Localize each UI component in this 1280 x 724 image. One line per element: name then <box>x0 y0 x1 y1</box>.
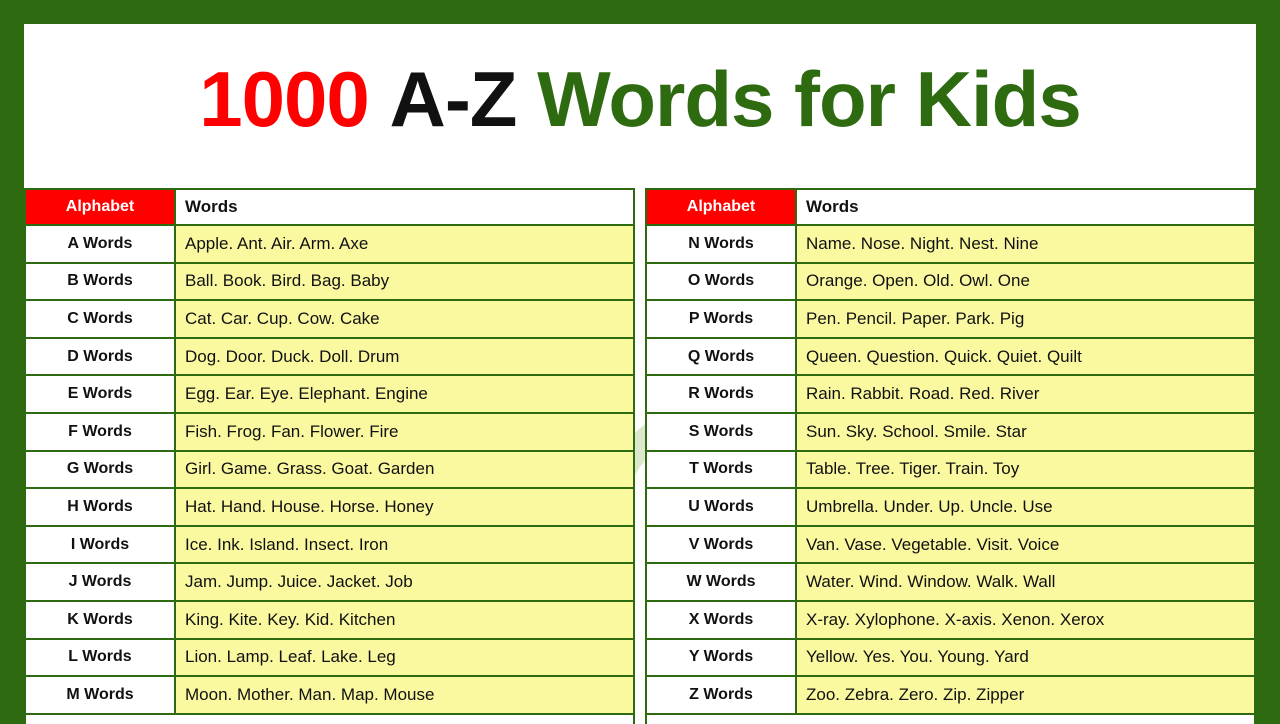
row-words: Yellow. Yes. You. Young. Yard <box>797 640 1254 676</box>
row-alphabet: P Words <box>647 301 797 337</box>
row-alphabet: I Words <box>26 527 176 563</box>
row-words: Girl. Game. Grass. Goat. Garden <box>176 452 633 488</box>
row-words: Moon. Mother. Man. Map. Mouse <box>176 677 633 713</box>
row-words: King. Kite. Key. Kid. Kitchen <box>176 602 633 638</box>
table-row <box>647 339 1254 377</box>
title-az: A-Z <box>389 55 517 143</box>
table-row <box>26 677 633 715</box>
row-words: Apple. Ant. Air. Arm. Axe <box>176 226 633 262</box>
row-words: Hat. Hand. House. Horse. Honey <box>176 489 633 525</box>
title-count: 1000 <box>199 55 369 143</box>
row-alphabet: J Words <box>26 564 176 600</box>
row-words: Pen. Pencil. Paper. Park. Pig <box>797 301 1254 337</box>
row-alphabet: L Words <box>26 640 176 676</box>
table-row <box>26 452 633 490</box>
row-alphabet: O Words <box>647 264 797 300</box>
table-row <box>647 677 1254 715</box>
table-row <box>647 640 1254 678</box>
row-alphabet: A Words <box>26 226 176 262</box>
table-row <box>26 376 633 414</box>
page-title <box>24 24 1256 174</box>
row-alphabet: E Words <box>26 376 176 412</box>
row-words: Rain. Rabbit. Road. Red. River <box>797 376 1254 412</box>
table-row <box>26 226 633 264</box>
table-row <box>26 527 633 565</box>
title-middle <box>369 55 390 143</box>
row-words: Jam. Jump. Juice. Jacket. Job <box>176 564 633 600</box>
table-row <box>26 339 633 377</box>
row-words: Dog. Door. Duck. Doll. Drum <box>176 339 633 375</box>
column-header-alphabet: Alphabet <box>26 190 176 224</box>
table-row <box>26 301 633 339</box>
row-words: Van. Vase. Vegetable. Visit. Voice <box>797 527 1254 563</box>
table-row <box>647 452 1254 490</box>
row-words: Table. Tree. Tiger. Train. Toy <box>797 452 1254 488</box>
table-row <box>647 527 1254 565</box>
row-words: Orange. Open. Old. Owl. One <box>797 264 1254 300</box>
row-words: Name. Nose. Night. Nest. Nine <box>797 226 1254 262</box>
row-words: Fish. Frog. Fan. Flower. Fire <box>176 414 633 450</box>
row-alphabet: D Words <box>26 339 176 375</box>
row-alphabet: H Words <box>26 489 176 525</box>
row-words: Sun. Sky. School. Smile. Star <box>797 414 1254 450</box>
right-table <box>645 188 1256 724</box>
row-alphabet: G Words <box>26 452 176 488</box>
table-row <box>647 602 1254 640</box>
row-alphabet: Y Words <box>647 640 797 676</box>
row-alphabet: K Words <box>26 602 176 638</box>
table-header-row <box>26 188 633 226</box>
row-alphabet: Q Words <box>647 339 797 375</box>
row-words: Umbrella. Under. Up. Uncle. Use <box>797 489 1254 525</box>
row-words: Cat. Car. Cup. Cow. Cake <box>176 301 633 337</box>
table-row <box>647 226 1254 264</box>
row-words: Egg. Ear. Eye. Elephant. Engine <box>176 376 633 412</box>
row-alphabet: F Words <box>26 414 176 450</box>
row-words: Lion. Lamp. Leaf. Lake. Leg <box>176 640 633 676</box>
row-alphabet: B Words <box>26 264 176 300</box>
row-alphabet: C Words <box>26 301 176 337</box>
row-words: X-ray. Xylophone. X-axis. Xenon. Xerox <box>797 602 1254 638</box>
table-row <box>26 489 633 527</box>
table-row <box>26 602 633 640</box>
row-alphabet: M Words <box>26 677 176 713</box>
words-tables <box>24 188 1256 724</box>
row-alphabet: R Words <box>647 376 797 412</box>
row-alphabet: Z Words <box>647 677 797 713</box>
row-alphabet: U Words <box>647 489 797 525</box>
table-row <box>26 414 633 452</box>
row-alphabet: N Words <box>647 226 797 262</box>
table-row <box>26 564 633 602</box>
table-row <box>647 414 1254 452</box>
row-words: Queen. Question. Quick. Quiet. Quilt <box>797 339 1254 375</box>
table-header-row <box>647 188 1254 226</box>
title-text <box>199 55 1081 143</box>
table-row <box>647 376 1254 414</box>
column-header-alphabet: Alphabet <box>647 190 797 224</box>
left-table <box>24 188 635 724</box>
row-words: Ball. Book. Bird. Bag. Baby <box>176 264 633 300</box>
row-alphabet: W Words <box>647 564 797 600</box>
row-words: Zoo. Zebra. Zero. Zip. Zipper <box>797 677 1254 713</box>
row-words: Ice. Ink. Island. Insect. Iron <box>176 527 633 563</box>
row-words: Water. Wind. Window. Walk. Wall <box>797 564 1254 600</box>
table-row <box>26 640 633 678</box>
table-row <box>26 264 633 302</box>
row-alphabet: T Words <box>647 452 797 488</box>
row-alphabet: V Words <box>647 527 797 563</box>
title-space <box>516 55 537 143</box>
table-row <box>647 301 1254 339</box>
column-header-words: Words <box>176 190 633 224</box>
table-row <box>647 264 1254 302</box>
table-row <box>647 489 1254 527</box>
row-alphabet: X Words <box>647 602 797 638</box>
poster-content <box>24 24 1256 724</box>
column-header-words: Words <box>797 190 1254 224</box>
table-row <box>647 564 1254 602</box>
row-alphabet: S Words <box>647 414 797 450</box>
title-tail: Words for Kids <box>537 55 1081 143</box>
